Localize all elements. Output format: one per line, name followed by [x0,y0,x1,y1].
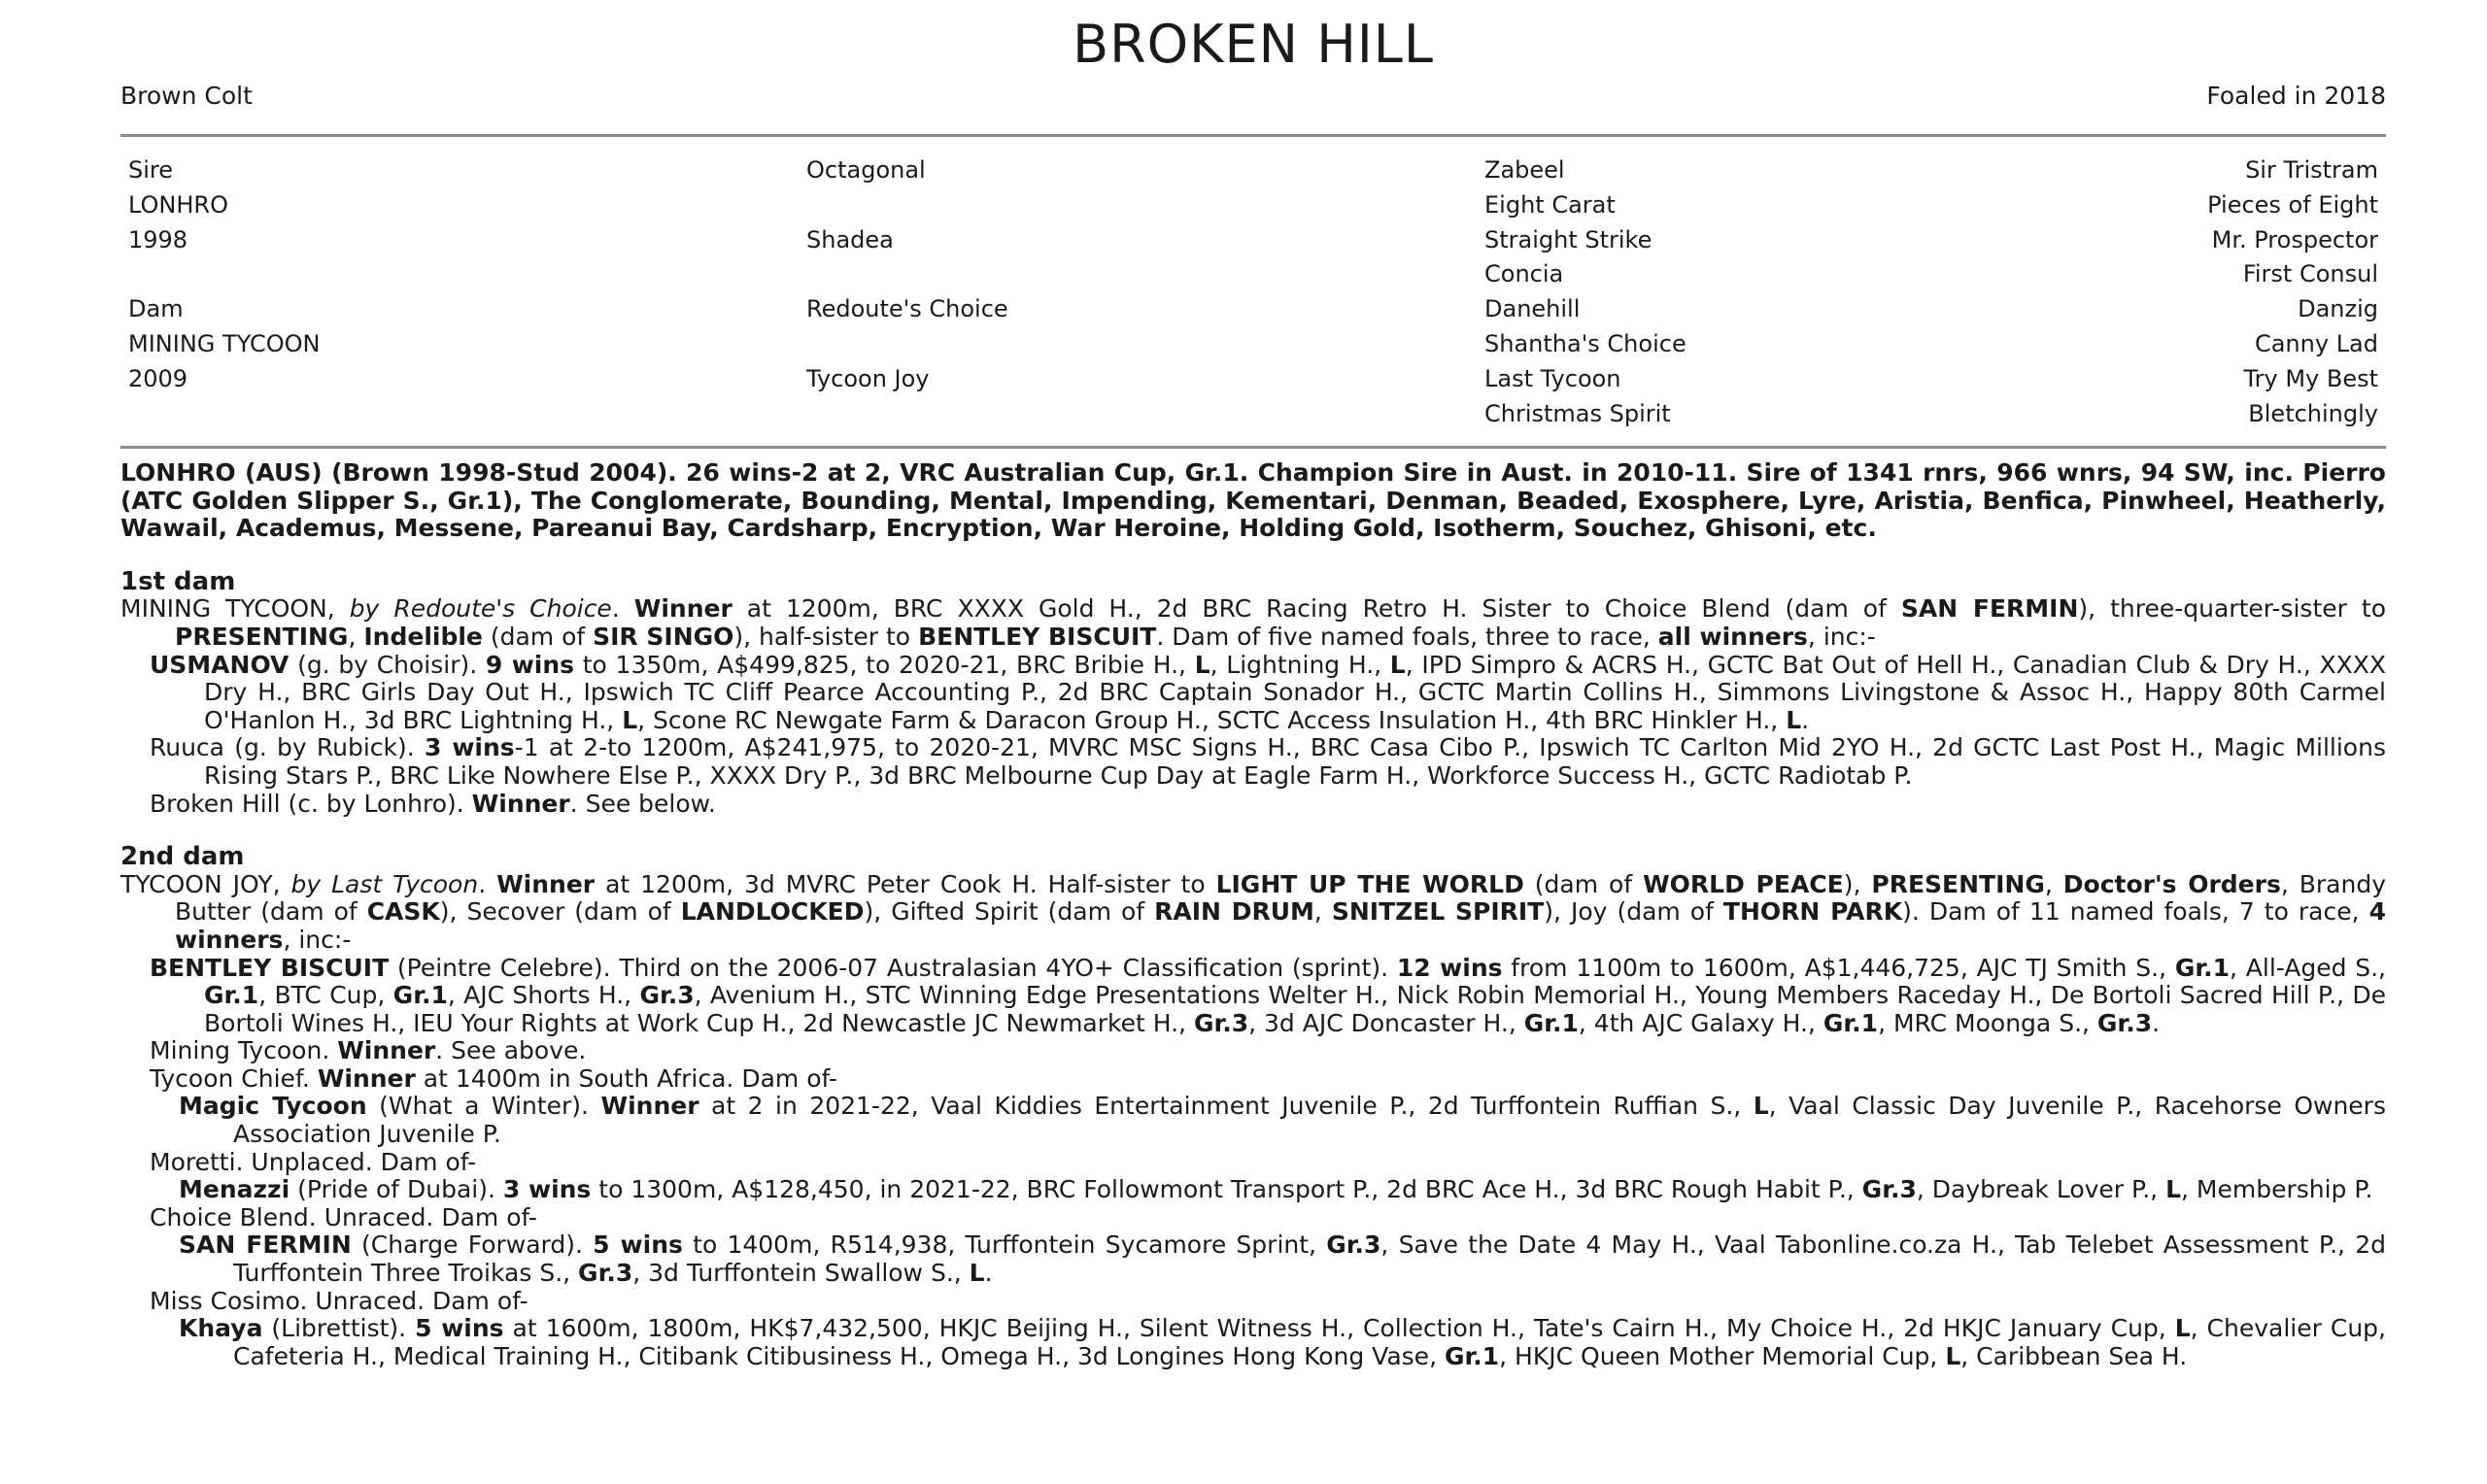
pedigree-cell-c4: Sir Tristram [2245,156,2378,184]
pedigree-cell-c1: Dam [128,295,184,323]
pedigree-cell-c3: Last Tycoon [1484,364,1621,392]
pedigree-cell-c4: Canny Lad [2254,329,2378,357]
section-heading: 2nd dam [120,842,245,872]
horse-description: Brown Colt [120,82,253,110]
pedigree-row [120,397,2386,432]
pedigree-cell-c4: Danzig [2298,295,2378,323]
pedigree-row [120,223,2386,258]
sire-paragraph: LONHRO (AUS) (Brown 1998-Stud 2004). 26 wins-2 at 2, VRC Australian Cup, Gr.1. Champion Sire in Aust. in 2010-11. Sire of 1341 rnrs, 966 wnrs, 94 SW, inc. Pierro (ATC Golden Slipper S., Gr.1), The Conglomerate, Bounding, Mental, Impending, Kementari, Denman, Beaded, Exosphere, Lyre, Aristia, Benfica, Pinwheel, Heatherly, Wawail, Academus, Messene, Pareanui Bay, Cardsharp, Encryption, War Heroine, Holding Gold, Isotherm, Souchez, Ghisoni, etc. [120,458,2386,543]
pedigree-cell-c2: Tycoon Joy [806,364,930,392]
pedigree-cell-c3: Straight Strike [1484,225,1652,253]
pedigree-cell-c3: Shantha's Choice [1484,329,1686,357]
top-divider [120,134,2386,137]
pedigree-table [120,153,2386,431]
pedigree-row [120,257,2386,292]
pedigree-cell-c1: Sire [128,156,174,184]
produce-entry: USMANOV (g. by Choisir). 9 wins to 1350m, A$499,825, to 2020-21, BRC Bribie H., L, Lightning H., L, IPD Simpro & ACRS H., GCTC Bat Out of Hell H., Canadian Club & Dry H., XXXX Dry H., BRC Girls Day Out H., Ipswich TC Cliff Pearce Accounting P., 2d BRC Captain Sonador H., GCTC Martin Collins H., Simmons Livingstone & Assoc H., Happy 80th Carmel O'Hanlon H., 3d BRC Lightning H., L, Scone RC Newgate Farm & Daracon Group H., SCTC Access Insulation H., 4th BRC Hinkler H., L. [150,650,2386,734]
produce-entry: TYCOON JOY, by Last Tycoon. Winner at 1200m, 3d MVRC Peter Cook H. Half-sister to LIGHT UP THE WORLD (dam of WORLD PEACE), PRESENTING, Doctor's Orders, Brandy Butter (dam of CASK), Secover (dam of LANDLOCKED), Gifted Spirit (dam of RAIN DRUM, SNITZEL SPIRIT), Joy (dam of THORN PARK). Dam of 11 named foals, 7 to race, 4 winners, inc:- [120,869,2387,954]
pedigree-cell-c3: Zabeel [1484,156,1565,184]
section-heading: 1st dam [120,566,236,596]
pedigree-cell-c3: Danehill [1484,295,1581,323]
pedigree-cell-c4: Bletchingly [2248,399,2378,427]
dam-sections [120,568,2386,1371]
pedigree-cell-c2: Octagonal [806,156,926,184]
produce-entry: Moretti. Unplaced. Dam of- [150,1147,477,1176]
produce-entry: BENTLEY BISCUIT (Peintre Celebre). Third on the 2006-07 Australasian 4YO+ Classification (sprint). 12 wins from 1100m to 1600m, A$1,446,725, AJC TJ Smith S., Gr.1, All-Aged S., Gr.1, BTC Cup, Gr.1, AJC Shorts H., Gr.3, Avenium H., STC Winning Edge Presentations Welter H., Nick Robin Memorial H., Young Members Raceday H., De Bortoli Sacred Hill P., De Bortoli Wines H., IEU Your Rights at Work Cup H., 2d Newcastle JC Newmarket H., Gr.3, 3d AJC Doncaster H., Gr.1, 4th AJC Galaxy H., Gr.1, MRC Moonga S., Gr.3. [150,953,2387,1037]
foaled-year: Foaled in 2018 [2206,82,2386,110]
pedigree-cell-c1: LONHRO [128,190,228,219]
pedigree-row [120,153,2386,188]
produce-entry: Magic Tycoon (What a Winter). Winner at 2 in 2021-22, Vaal Kiddies Entertainment Juvenile P., 2d Turffontein Ruffian S., L, Vaal Classic Day Juvenile P., Racehorse Owners Association Juvenile P. [179,1092,2386,1149]
pedigree-divider [120,446,2386,449]
pedigree-cell-c1: 2009 [128,364,188,392]
pedigree-cell-c2: Shadea [806,225,894,253]
catalogue-body [120,459,2386,1370]
pedigree-row [120,327,2386,362]
pedigree-cell-c2: Redoute's Choice [806,295,1008,323]
pedigree-cell-c4: Mr. Prospector [2211,225,2378,253]
pedigree-cell-c4: Pieces of Eight [2207,190,2378,219]
pedigree-row [120,188,2386,223]
pedigree-row [120,292,2386,327]
horse-name-title: BROKEN HILL [1073,14,1434,75]
pedigree-cell-c3: Concia [1484,260,1564,288]
pedigree-cell-c4: First Consul [2242,260,2378,288]
pedigree-row [120,362,2386,397]
pedigree-cell-c1: MINING TYCOON [128,329,321,357]
pedigree-cell-c1: 1998 [128,225,188,253]
produce-entry: Tycoon Chief. Winner at 1400m in South Africa. Dam of- [150,1063,837,1093]
produce-entry: Mining Tycoon. Winner. See above. [150,1036,587,1065]
produce-entry: Miss Cosimo. Unraced. Dam of- [150,1286,528,1315]
produce-entry: MINING TYCOON, by Redoute's Choice. Winner at 1200m, BRC XXXX Gold H., 2d BRC Racing Retro H. Sister to Choice Blend (dam of SAN FERMIN), three-quarter-sister to PRESENTING, Indelible (dam of SIR SINGO), half-sister to BENTLEY BISCUIT. Dam of five named foals, three to race, all winners, inc:- [120,594,2386,651]
produce-entry: Choice Blend. Unraced. Dam of- [150,1202,537,1231]
produce-entry: Broken Hill (c. by Lonhro). Winner. See below. [150,789,716,818]
produce-entry: Khaya (Librettist). 5 wins at 1600m, 1800m, HK$7,432,500, HKJC Beijing H., Silent Witness H., Collection H., Tate's Cairn H., My Choice H., 2d HKJC January Cup, L, Chevalier Cup, Cafeteria H., Medical Training H., Citibank Citibusiness H., Omega H., 3d Longines Hong Kong Vase, Gr.1, HKJC Queen Mother Memorial Cup, L, Caribbean Sea H. [179,1314,2386,1370]
produce-entry: SAN FERMIN (Charge Forward). 5 wins to 1400m, R514,938, Turffontein Sycamore Sprint, Gr.3, Save the Date 4 May H., Vaal Tabonline.co.za H., Tab Telebet Assessment P., 2d Turffontein Three Troikas S., Gr.3, 3d Turffontein Swallow S., L. [179,1231,2386,1288]
produce-entry: Ruuca (g. by Rubick). 3 wins-1 at 2-to 1200m, A$241,975, to 2020-21, MVRC MSC Signs H., BRC Casa Cibo P., Ipswich TC Carlton Mid 2YO H., 2d GCTC Last Post H., Magic Millions Rising Stars P., BRC Like Nowhere Else P., XXXX Dry P., 3d BRC Melbourne Cup Day at Eagle Farm H., Workforce Success H., GCTC Radiotab P. [150,733,2386,790]
pedigree-cell-c3: Eight Carat [1484,190,1616,219]
horse-subheader [120,82,2386,110]
pedigree-cell-c4: Try My Best [2243,364,2378,392]
pedigree-cell-c3: Christmas Spirit [1484,399,1671,427]
produce-entry: Menazzi (Pride of Dubai). 3 wins to 1300m, A$128,450, in 2021-22, BRC Followmont Transport P., 2d BRC Ace H., 3d BRC Rough Habit P., Gr.3, Daybreak Lover P., L, Membership P. [179,1175,2373,1204]
